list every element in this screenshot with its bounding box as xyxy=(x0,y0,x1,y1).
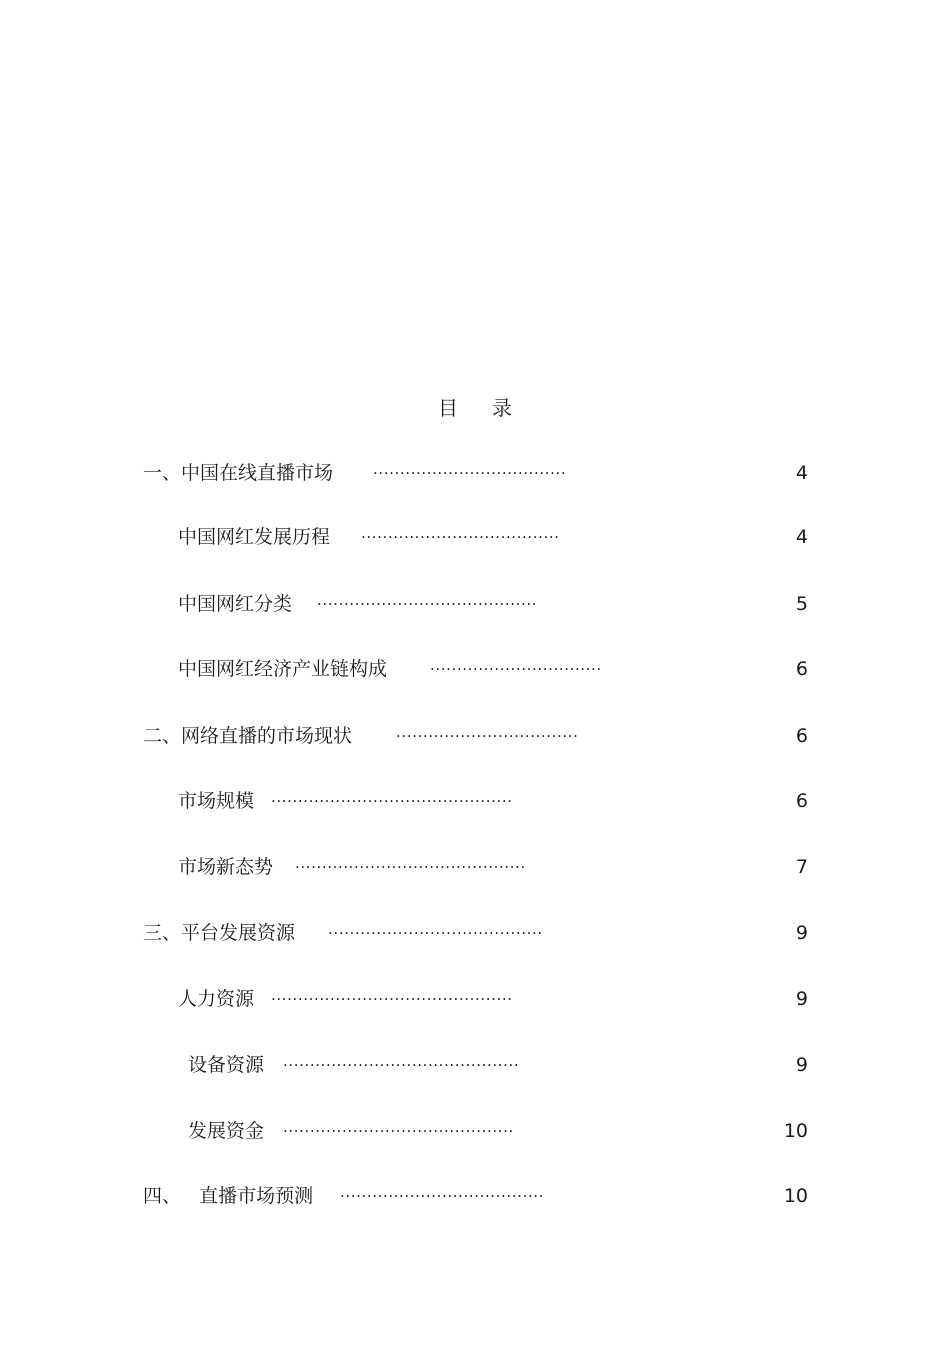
toc-page-number: 7 xyxy=(795,856,808,878)
toc-leader-dots: .................................... xyxy=(373,460,567,478)
toc-entry-label: 中国网红分类 xyxy=(178,593,293,615)
toc-title-char: 目 xyxy=(438,396,458,420)
toc-entry[interactable] xyxy=(143,1182,663,1210)
toc-entry-label: 市场新态势 xyxy=(178,856,274,878)
toc-leader-dots: ............................................. xyxy=(271,986,513,1004)
toc-page-number: 6 xyxy=(795,658,808,680)
toc-page-number: 9 xyxy=(795,1054,808,1076)
toc-title xyxy=(0,392,950,421)
toc-entry-label: 中国网红经济产业链构成 xyxy=(178,658,388,680)
toc-entry-label: 一、中国在线直播市场 xyxy=(143,462,334,484)
toc-leader-dots: ..................................... xyxy=(361,524,560,542)
toc-entry[interactable] xyxy=(143,722,663,750)
toc-entry-label: 设备资源 xyxy=(188,1054,265,1076)
toc-entry-label: 四、 直播市场预测 xyxy=(143,1185,314,1207)
toc-entry-label: 中国网红发展历程 xyxy=(178,526,331,548)
toc-page-number: 4 xyxy=(795,462,808,484)
toc-page-number: 6 xyxy=(795,725,808,747)
toc-entry[interactable] xyxy=(178,523,658,551)
toc-entry-label: 发展资金 xyxy=(188,1120,265,1142)
toc-title-char: 录 xyxy=(492,396,512,420)
toc-page-number: 4 xyxy=(795,526,808,548)
toc-entry[interactable] xyxy=(188,1117,658,1145)
toc-entry-label: 市场规模 xyxy=(178,790,255,812)
toc-entry[interactable] xyxy=(178,853,658,881)
toc-leader-dots: ................................ xyxy=(430,656,602,674)
toc-entry[interactable] xyxy=(178,787,658,815)
toc-page-number: 10 xyxy=(783,1120,808,1142)
toc-entry[interactable] xyxy=(178,985,658,1013)
toc-entry[interactable] xyxy=(143,919,663,947)
toc-leader-dots: ............................................ xyxy=(283,1052,520,1070)
toc-entry-label: 二、网络直播的市场现状 xyxy=(143,725,353,747)
toc-leader-dots: ........................................ xyxy=(328,920,543,938)
toc-entry-label: 人力资源 xyxy=(178,988,255,1010)
toc-page-number: 9 xyxy=(795,922,808,944)
toc-entry-label: 三、平台发展资源 xyxy=(143,922,296,944)
toc-entry[interactable] xyxy=(178,655,658,683)
toc-leader-dots: ........................................... xyxy=(295,854,526,872)
toc-page-number: 6 xyxy=(795,790,808,812)
toc-leader-dots: ...................................... xyxy=(340,1183,544,1201)
toc-leader-dots: .................................. xyxy=(396,723,579,741)
toc-page-number: 5 xyxy=(795,593,808,615)
toc-entry[interactable] xyxy=(188,1051,658,1079)
toc-leader-dots: ......................................... xyxy=(317,591,538,609)
toc-entry[interactable] xyxy=(178,590,658,618)
toc-page-number: 10 xyxy=(783,1185,808,1207)
toc-leader-dots: ........................................... xyxy=(283,1118,514,1136)
toc-page-number: 9 xyxy=(795,988,808,1010)
toc-leader-dots: ............................................. xyxy=(271,788,513,806)
toc-entry[interactable] xyxy=(143,459,663,487)
